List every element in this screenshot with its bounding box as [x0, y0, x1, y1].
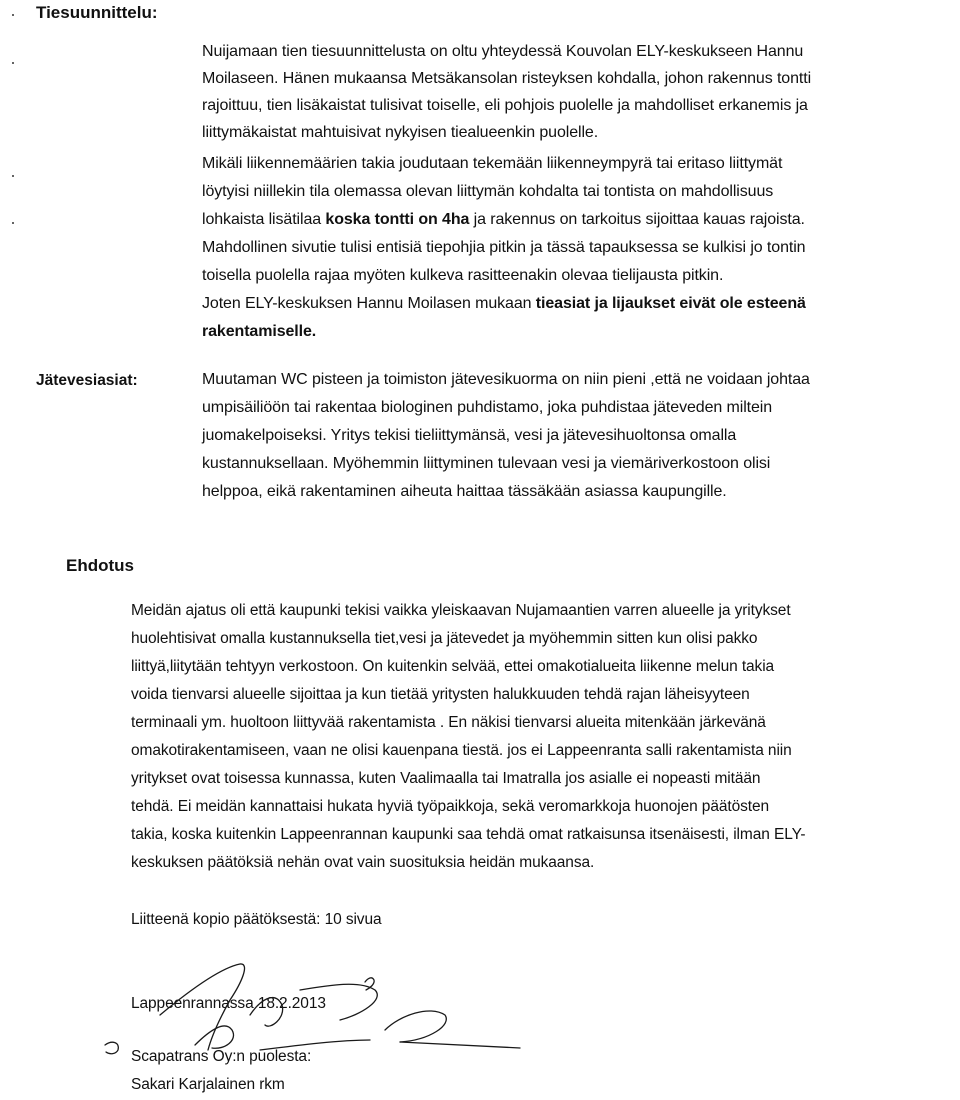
tiesuunnittelu-line: liittymäkaistat mahtuisivat nykyisen tiealueenkin puolelle.: [202, 124, 599, 141]
ehdotus-line: voida tienvarsi alueelle sijoittaa ja kun tietää yritysten halukkuuden tehdä rajan läheisyyteen: [131, 686, 750, 703]
signer-name: Sakari Karjalainen rkm: [131, 1076, 285, 1093]
line-text: Joten ELY-keskuksen Hannu Moilasen mukaan: [202, 295, 536, 312]
ehdotus-line: yritykset ovat toisessa kunnassa, kuten Vaalimaalla tai Imatralla jos asialle ei nopeasti mitään: [131, 770, 761, 787]
line-text: lohkaista lisätilaa: [202, 211, 326, 228]
margin-mark: [12, 62, 14, 64]
handwritten-signature: [100, 960, 560, 1070]
margin-mark: [12, 175, 14, 177]
tiesuunnittelu-heading: Tiesuunnittelu:: [36, 3, 158, 22]
company-line: Scapatrans Oy:n puolesta:: [131, 1048, 312, 1065]
ehdotus-line: huolehtisivat omalla kustannuksella tiet,vesi ja jätevedet ja myöhemmin sitten kun olisi pakko: [131, 630, 758, 647]
emphasis-text: koska tontti on 4ha: [325, 211, 470, 228]
tiesuunnittelu-line: toisella puolella rajaa myöten kulkeva rasitteenakin olevaa tielijausta pitkin.: [202, 267, 724, 284]
tiesuunnittelu-line: [202, 295, 806, 313]
tiesuunnittelu-line: löytyisi niillekin tila olemassa olevan liittymän kohdalta tai tontista on mahdollisuus: [202, 183, 774, 200]
tiesuunnittelu-line: Mikäli liikennemäärien takia joudutaan tekemään liikenneympyrä tai eritaso liittymät: [202, 155, 783, 172]
ehdotus-line: takia, koska kuitenkin Lappeenrannan kaupunki saa tehdä omat ratkaisunsa itsenäisesti, ilman ELY-: [131, 826, 806, 843]
tiesuunnittelu-line: rajoittuu, tien lisäkaistat tulisivat toiselle, eli pohjois puolelle ja mahdolliset erkanemis ja: [202, 97, 808, 114]
ehdotus-heading: Ehdotus: [66, 556, 134, 575]
ehdotus-line: keskuksen päätöksiä nehän ovat vain suosituksia heidän mukaansa.: [131, 854, 595, 871]
ehdotus-line: liittyä,liitytään tehtyyn verkostoon. On kuitenkin selvää, ettei omakotialueita liikenne melun takia: [131, 658, 775, 675]
ehdotus-line: omakotirakentamiseen, vaan ne olisi kauenpana tiestä. jos ei Lappeenranta salli rakentamista niin: [131, 742, 792, 759]
line-text: ja rakennus on tarkoitus sijoittaa kauas rajoista.: [469, 211, 805, 228]
emphasis-text: tieasiat ja lijaukset eivät ole esteenä: [535, 295, 806, 312]
jatevesi-line: juomakelpoiseksi. Yritys tekisi tieliittymänsä, vesi ja jätevesihuoltonsa omalla: [202, 427, 737, 444]
ehdotus-line: tehdä. Ei meidän kannattaisi hukata hyviä työpaikkoja, sekä veromarkkoja huonojen päätösten: [131, 798, 769, 815]
place-date: Lappeenrannassa 18.2.2013: [131, 995, 326, 1012]
tiesuunnittelu-line: [202, 323, 316, 341]
attachment-note: Liitteenä kopio päätöksestä: 10 sivua: [131, 911, 382, 928]
jatevesi-line: helppoa, eikä rakentaminen aiheuta haittaa tässäkään asiassa kaupungille.: [202, 483, 727, 500]
ehdotus-line: Meidän ajatus oli että kaupunki tekisi vaikka yleiskaavan Nujamaantien varren alueelle ja yritykset: [131, 602, 791, 619]
tiesuunnittelu-line: Moilaseen. Hänen mukaansa Metsäkansolan risteyksen kohdalla, johon rakennus tontti: [202, 70, 812, 87]
jatevesi-line: kustannuksellaan. Myöhemmin liittyminen tulevaan vesi ja viemäriverkostoon olisi: [202, 455, 771, 472]
tiesuunnittelu-line: Mahdollinen sivutie tulisi entisiä tiepohjia pitkin ja tässä tapauksessa se kulkisi jo tontin: [202, 239, 806, 256]
margin-mark: [12, 222, 14, 224]
emphasis-text: rakentamiselle.: [202, 323, 317, 340]
jatevesi-line: umpisäiliöön tai rakentaa biologinen puhdistamo, joka puhdistaa jäteveden miltein: [202, 399, 773, 416]
tiesuunnittelu-line: Nuijamaan tien tiesuunnittelusta on oltu yhteydessä Kouvolan ELY-keskukseen Hannu: [202, 43, 804, 60]
jatevesi-line: Muutaman WC pisteen ja toimiston jätevesikuorma on niin pieni ,että ne voidaan johtaa: [202, 371, 810, 388]
tiesuunnittelu-line: [202, 211, 805, 229]
margin-mark: [12, 14, 14, 16]
ehdotus-line: terminaali ym. huoltoon liittyvää rakentamista . En näkisi tienvarsi alueita mitenkään järkevänä: [131, 714, 766, 731]
jatevesi-label: Jätevesiasiat:: [36, 372, 138, 389]
